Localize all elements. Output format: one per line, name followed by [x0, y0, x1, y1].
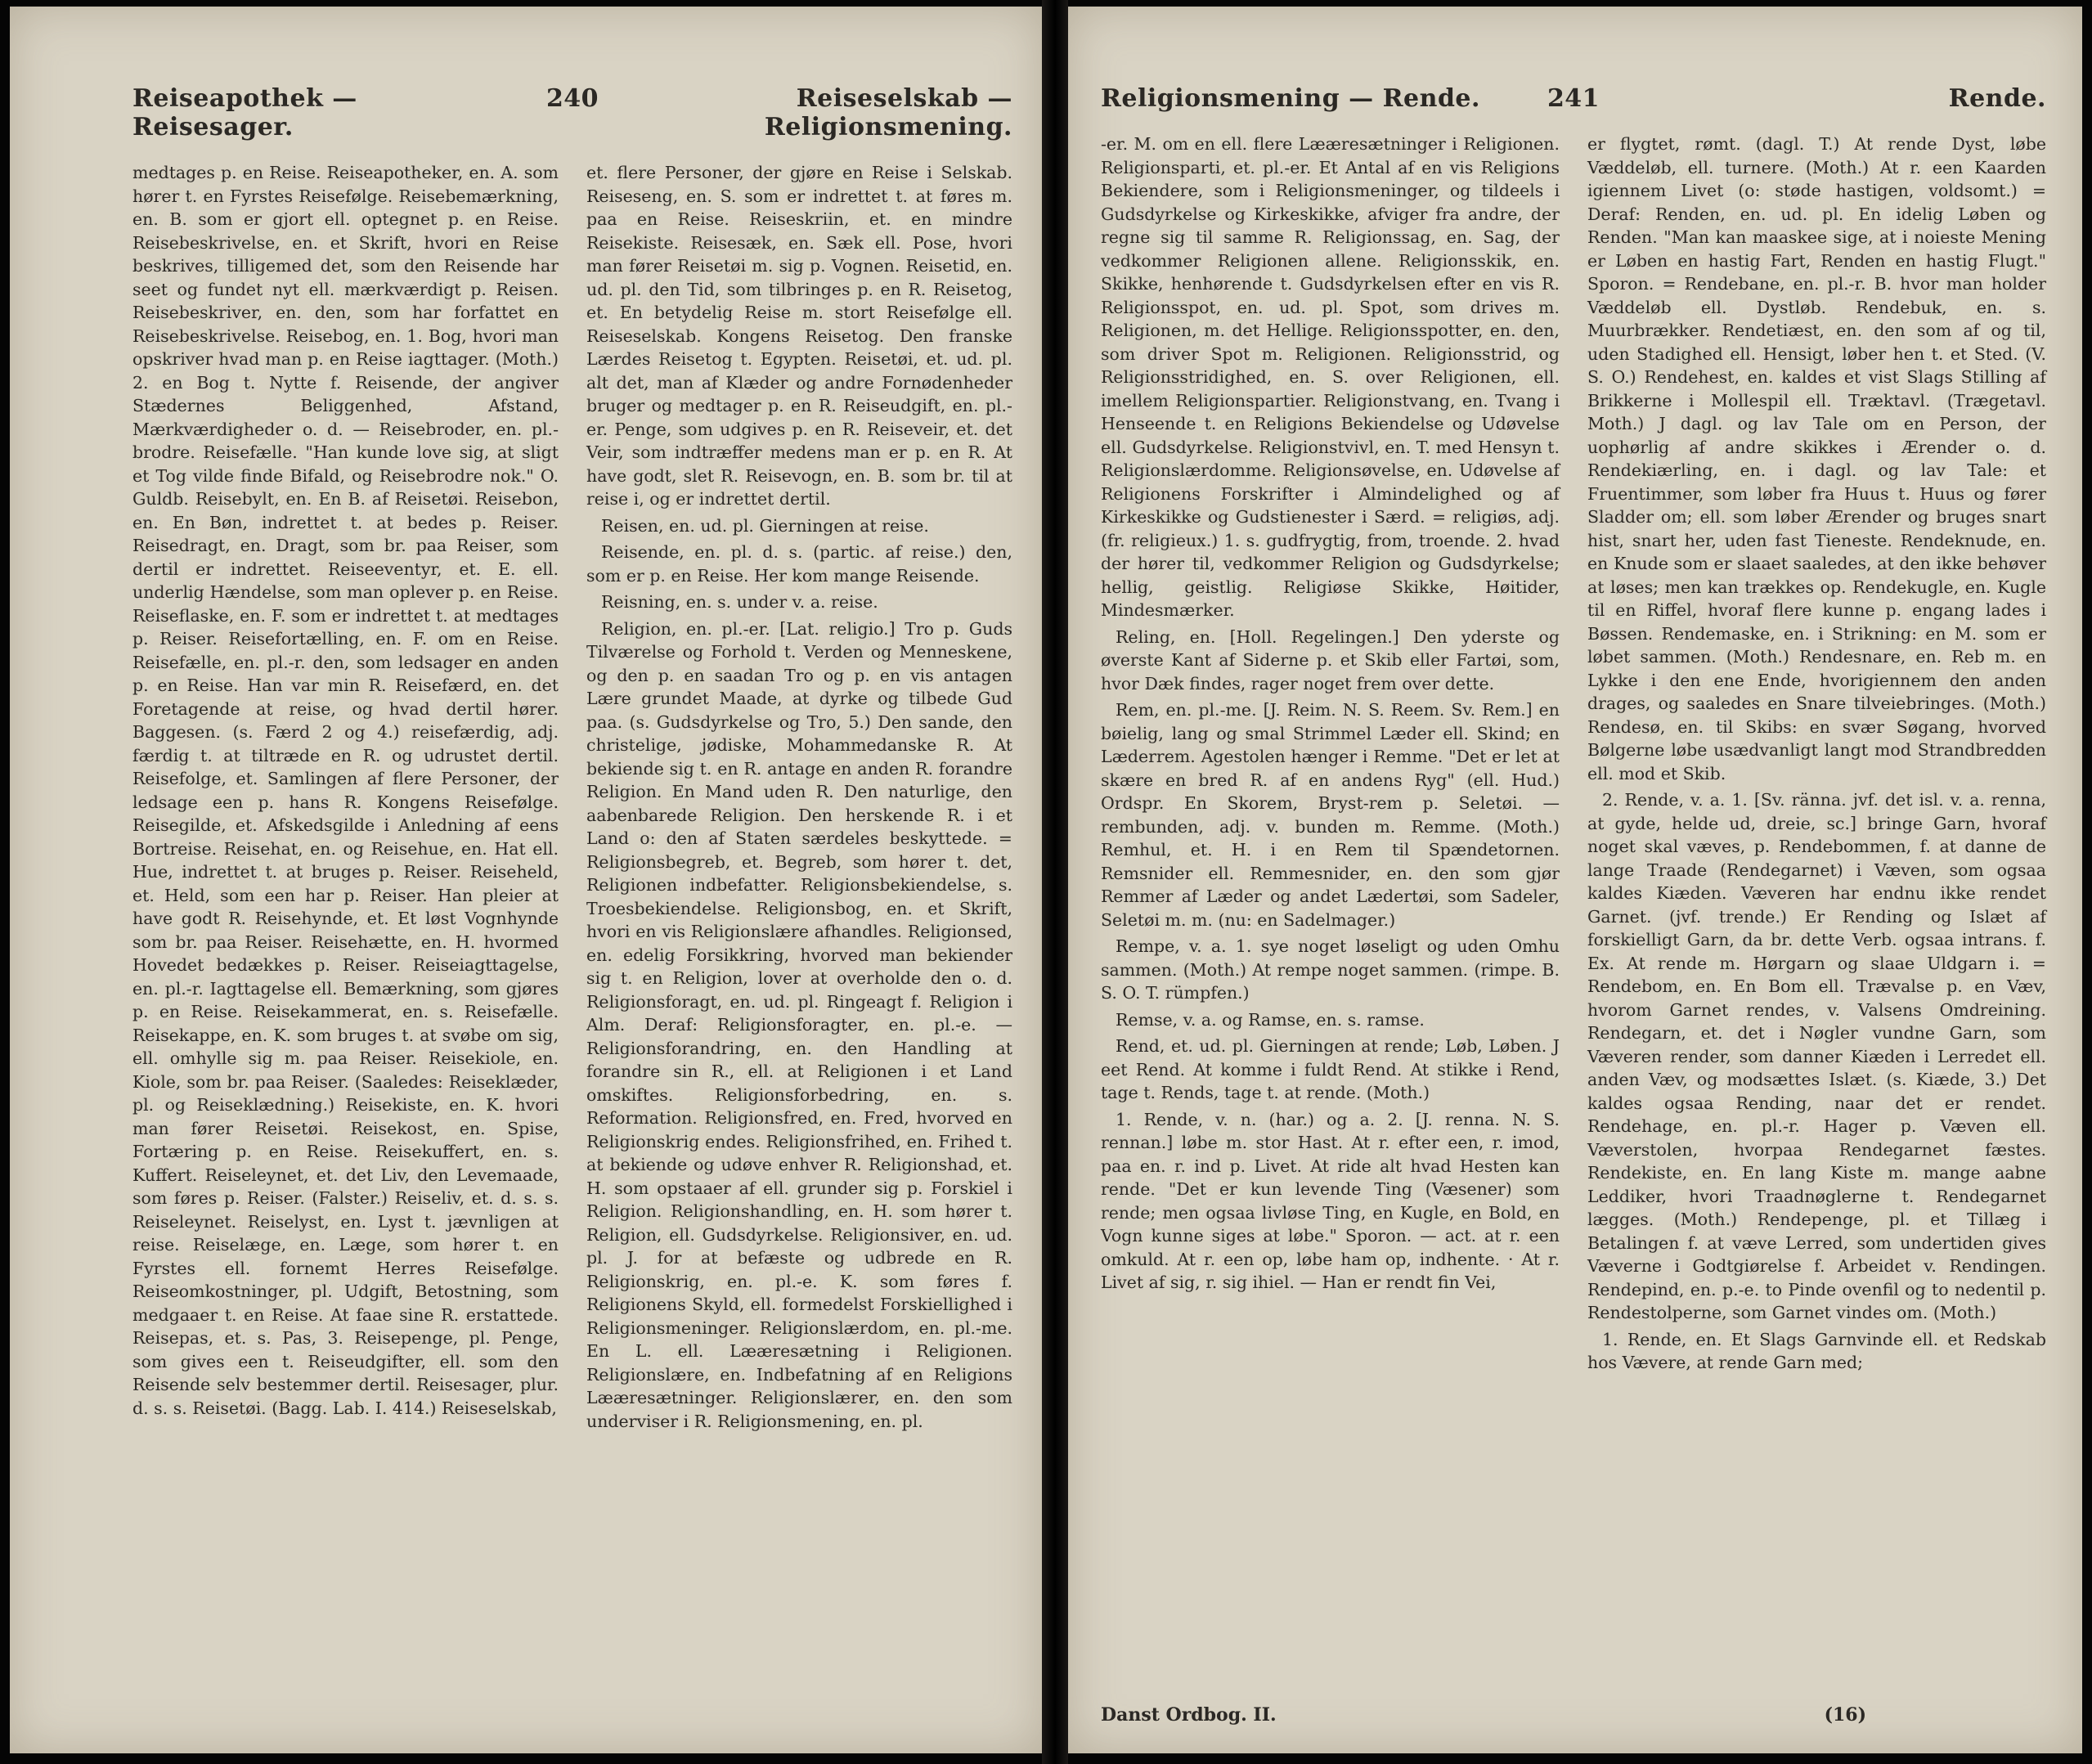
page-footer	[1101, 1704, 2046, 1726]
paragraph: 2. Rende, v. a. 1. [Sv. ränna. jvf. det isl. v. a. renna, at gyde, helde ud, dreie, sc.] bringe Garn, hvoraf noget skal væves, p. Rendebommen, f. at danne de lange Traade (Rendegarnet) i Væven, som ogsaa kaldes Kiæden. Væveren har endnu ikke rendet Garnet. (jvf. trende.) Er Rending og Islæt af forskielligt Garn, da br. dette Verb. ogsaa intrans. f. Ex. At rende m. Hørgarn og slaae Uldgarn i. = Rendebom, en. En Bom ell. Trævalse p. en Væv, hvorom Garnet rendes, v. Valsens Omdreining. Rendegarn, et. det i Nøgler vundne Garn, som Væveren render, som danner Kiæden i Lerredet ell. anden Væv, og modsættes Islæt. (s. Kiæde, 3.) Det kaldes ogsaa Rending, naar det er rendet. Rendehage, en. pl.-r. Hager p. Væven ell. Væverstolen, hvorpaa Rendegarnet fæstes. Rendekiste, en. En lang Kiste m. mange aabne Leddiker, hvori Traadnøglerne t. Rendegarnet lægges. (Moth.) Rendepenge, pl. et Tillæg i Betalingen f. at væve Lerred, som undertiden gives Væverne i Godtgiørelse f. Arbeidet v. Rendingen. Rendepind, en. p.-e. to Pinde ovenfil og to nedentil p. Rendestolperne, som Garnet vindes om. (Moth.)	[1587, 790, 2046, 1322]
paragraph: Reling, en. [Holl. Regelingen.] Den yderste og øverste Kant af Siderne p. et Skib eller Fartøi, som, hvor Dæk findes, rager noget frem over dette.	[1101, 626, 1560, 693]
header-right-guideword: Reiseselskab — Religionsmening.	[764, 84, 1012, 141]
sheet-number: (16)	[1824, 1704, 1866, 1726]
paragraph: Reisende, en. pl. d. s. (partic. af reise.) den, som er p. en Reise. Her kom mange Reisende.	[586, 542, 1012, 586]
paragraph: Remse, v. a. og Ramse, en. s. ramse.	[1116, 1009, 1425, 1030]
column-1	[132, 161, 559, 1436]
paragraph: 1. Rende, en. Et Slags Garnvinde ell. et Redskab hos Vævere, at rende Garn med;	[1587, 1329, 2046, 1372]
text-columns	[1101, 132, 2046, 1378]
running-header-left-page	[132, 84, 1012, 141]
signature-mark: Danst Ordbog. II.	[1101, 1704, 1277, 1726]
paragraph: Reisen, en. ud. pl. Gierningen at reise.	[601, 515, 929, 536]
paragraph: Religion, en. pl.-er. [Lat. religio.] Tro p. Guds Tilværelse og Forhold t. Verden og Menneskene, og den p. en saadan Tro og p. en vis antagen Lære grundet Maade, at dyrke og tilbede Gud paa. (s. Gudsdyrkelse og Tro, 5.) Den sande, den christelige, jødiske, Mohammedanske R. At bekiende sig t. en R. antage en anden R. forandre Religion. En Mand uden R. Den naturlige, den aabenbarede Religion. Den herskende R. i et Land o: den af Staten særdeles beskyttede. = Religionsbegreb, et. Begreb, som hører t. det, Religionen indbefatter. Religionsbekiendelse, s. Troesbekiendelse. Religionsbog, en. et Skrift, hvori en vis Religionslære afhandles. Religionsed, en. edelig Forsikkring, hvorved man bekiender sig t. en Religion, lover at overholde den o. d. Religionsforagt, en. ud. pl. Ringeagt f. Religion i Alm. Deraf: Religionsforagter, en. pl.-e. — Religionsforandring, en. den Handling at forandre sin R., ell. at Religionen i et Land omskiftes. Religionsforbedring, en. s. Reformation. Religionsfred, en. Fred, hvorved en Religionskrig endes. Religionsfrihed, en. Frihed t. at bekiende og udøve enhver R. Religionshad, et. H. som opstaaer af ell. grunder sig p. Forskiel i Religion. Religionshandling, en. H. som hører t. Religion, ell. Gudsdyrkelse. Religionsiver, en. ud. pl. J. for at befæste og udbrede en R. Religionskrig, en. pl.-e. K. som føres f. Religionens Skyld, ell. formedelst Forskiellighed i Religionsmeninger. Religionslærdom, en. pl.-me. En L. ell. Lææresætning i Religionen. Religionslære, en. Indbefatning af en Religions Lææresætninger. Religionslærer, en. den som underviser i R. Religionsmening, en. pl.	[586, 618, 1012, 1431]
paragraph: Rem, en. pl.-me. [J. Reim. N. S. Reem. Sv. Rem.] en bøielig, lang og smal Strimmel Læder ell. Skind; en Læderrem. Agestolen hænger i Remme. "Det er let at skære en bred R. af en andens Ryg" (ell. Hud.) Ordspr. En Skorem, Bryst-rem p. Seletøi. — rembunden, adj. v. bunden m. Remme. (Moth.) Remhul, et. H. i en Rem til Spændetornen. Remsnider ell. Remmesnider, en. den som gjør Remmer af Læder og andet Lædertøi, som Sadeler, Seletøi m. m. (nu: en Sadelmager.)	[1101, 700, 1560, 930]
running-header-right-page	[1101, 84, 2046, 113]
paragraph: medtages p. en Reise. Reiseapotheker, en. A. som hører t. en Fyrstes Reisefølge. Reisebemærkning, en. B. som er gjort ell. optegnet p. en Reise. Reisebeskrivelse, en. et Skrift, hvori en Reise beskrives, tilligemed det, som den Reisende har seet og fundet nyt ell. mærkværdigt p. Reisen. Reisebeskriver, en. den, som har forfattet en Reisebeskrivelse. Reisebog, en. 1. Bog, hvori man opskriver hvad man p. en Reise iagttager. (Moth.) 2. en Bog t. Nytte f. Reisende, der angiver Stædernes Beliggenhed, Afstand, Mærkværdigheder o. d. — Reisebroder, en. pl.-brodre. Reisefælle. "Han kunde love sig, at sligt et Tog vilde finde Bifald, og Reisebrodre nok." O. Guldb. Reisebylt, en. En B. af Reisetøi. Reisebon, en. En Bøn, indrettet t. at bedes p. Reiser. Reisedragt, en. Dragt, som br. paa Reiser, som dertil er indrettet. Reiseeventyr, et. E. ell. underlig Hændelse, som man oplever p. en Reise. Reiseflaske, en. F. som er indrettet t. at medtages p. Reiser. Reisefortælling, en. F. om en Reise. Reisefælle, en. pl.-r. den, som ledsager en anden p. en Reise. Han var min R. Reisefærd, en. det Foretagende at reise, og hvad dertil hører. Baggesen. (s. Færd 2 og 4.) reisefærdig, adj. færdig t. at tiltræde en R. og udrustet dertil. Reisefolge, et. Samlingen af flere Personer, der ledsage een p. hans R. Kongens Reisefølge. Reisegilde, et. Afskedsgilde i Anledning af eens Bortreise. Reisehat, en. og Reisehue, en. Hat ell. Hue, indrettet t. at bruges p. Reiser. Reiseheld, et. Held, som een har p. Reiser. Han pleier at have godt R. Reisehynde, et. Et løst Vognhynde som br. paa Reiser. Reisehætte, en. H. hvormed Hovedet bedækkes p. Reiser. Reiseiagttagelse, en. pl.-r. Iagttagelse ell. Bemærkning, som gjøres p. en Reise. Reisekammerat, en. s. Reisefælle. Reisekappe, en. K. som bruges t. at svøbe om sig, ell. omhylle sig m. paa Reiser. Reisekiole, en. Kiole, som br. paa Reiser. (Saaledes: Reiseklæder, pl. og Reiseklædning.) Reisekiste, en. K. hvori man fører Reisetøi. Reisekost, en. Spise, Fortæring p. en Reise. Reisekuffert, en. s. Kuffert. Reiseleynet, et. det Liv, den Levemaade, som føres p. Reiser. (Falster.) Reiseliv, et. d. s. s. Reiseleynet. Reiselyst, en. Lyst t. jævnligen at reise. Reiselæge, en. Læge, som hører t. en Fyrstes ell. fornemt Herres Reisefølge. Reiseomkostninger, pl. Udgift, Betostning, som medgaaer t. en Reise. At faae sine R. erstattede. Reisepas, et. s. Pas, 3. Reisepenge, pl. Penge, som gives een t. Reiseudgifter, ell. som den Reisende selv bestemmer dertil. Reisesager, plur. d. s. s. Reisetøi. (Bagg. Lab. I. 414.) Reiseselskab,	[132, 163, 559, 1418]
column-2	[1587, 132, 2046, 1378]
header-left-guideword: Religionsmening — Rende.	[1101, 84, 1480, 113]
paragraph: er flygtet, rømt. (dagl. T.) At rende Dyst, løbe Væddeløb, ell. turnere. (Moth.) At r. een Kaarden igiennem Livet (o: støde hastigen, voldsomt.) = Deraf: Renden, en. ud. pl. En idelig Løben og Renden. "Man kan maaskee sige, at i noieste Mening er Løben en hastig Fart, Renden en hastig Flugt." Sporon. = Rendebane, en. pl.-r. B. hvor man holder Væddeløb ell. Dystløb. Rendebuk, en. s. Muurbrækker. Rendetiæst, en. den som af og til, uden Stadighed ell. Hensigt, løber hen t. et Sted. (V. S. O.) Rendehest, en. kaldes et vist Slags Stilling af Brikkerne i Mollespil ell. Træktavl. (Trægetavl. Moth.) J dagl. og lav Tale om en Person, der uophørlig af andre skikkes i Ærender o. d. Rendekiærling, en. i dagl. og lav Tale: et Fruentimmer, som løber fra Huus t. Huus og fører Sladder om; ell. som løber Ærender og bruges snart hist, snart her, uden fast Tieneste. Rendeknude, en. en Knude som er slaaet saaledes, at den ikke behøver at løses; men kan trækkes op. Rendekugle, en. Kugle til en Riffel, hvoraf flere kunne p. engang lades i Bøssen. Rendemaske, en. i Strikning: en M. som er løbet sammen. (Moth.) Rendesnare, en. Reb m. en Lykke i den ene Ende, hvorigiennem den anden drages, og saaledes en Snare tilveiebringes. (Moth.) Rendesø, en. til Skibs: en svær Søgang, hvorved Bølgerne løbe usædvanligt langt mod Strandbredden ell. mod et Skib.	[1587, 134, 2046, 783]
paragraph: 1. Rende, v. n. (har.) og a. 2. [J. renna. N. S. rennan.] løbe m. stor Hast. At r. efter een, r. imod, paa en. r. ind p. Livet. At ride alt hvad Hesten kan rende. "Det er kun levende Ting (Væsener) som rende; men ogsaa livløse Ting, en Kugle, en Bold, en Vogn kunne siges at løbe." Sporon. — act. at r. een omkuld. At r. een op, løbe ham op, indhente. · At r. Livet af sig, r. sig ihiel. — Han er rendt fin Vei,	[1101, 1109, 1560, 1292]
paragraph: -er. M. om en ell. flere Lææresætninger i Religionen. Religionsparti, et. pl.-er. Et Antal af en vis Religions Bekiendere, som i Religionsmeninger, og tildeels i Gudsdyrkelse og Kirkeskikke, afviger fra andre, der regne sig til samme R. Religionssag, en. Sag, der vedkommer Religionen allene. Religionsskik, en. Skikke, henhørende t. Gudsdyrkelsen efter en vis R. Religionsspot, en. ud. pl. Spot, som drives m. Religionen, m. det Hellige. Religionsspotter, en. den, som driver Spot m. Religionen. Religionsstrid, og Religionsstridighed, en. S. over Religionen, ell. imellem Religionspartier. Religionstvang, en. Tvang i Henseende t. en Religions Bekiendelse og Udøvelse ell. Gudsdyrkelse. Religionstvivl, en. T. med Hensyn t. Religionslærdomme. Religionsøvelse, en. Udøvelse af Religionens Forskrifter i Almindelighed og af Kirkeskikke og Gudstienester i Særd. = religiøs, adj. (fr. religieux.) 1. s. gudfrygtig, from, troende. 2. hvad der hører til, vedkommer Religion og Gudsdyrkelse; hellig, geistlig. Religiøse Skikke, Høitider, Mindesmærker.	[1101, 134, 1560, 620]
left-page	[10, 7, 1042, 1753]
header-right-guideword: Rende.	[1948, 84, 2046, 113]
paragraph: Rempe, v. a. 1. sye noget løseligt og uden Omhu sammen. (Moth.) At rempe noget sammen. (rimpe. B. S. O. T. rümpfen.)	[1101, 936, 1560, 1003]
column-2	[586, 161, 1012, 1436]
column-1	[1101, 132, 1560, 1378]
page-number: 240	[545, 84, 599, 113]
header-left-guideword: Reiseapothek — Reisesager.	[132, 84, 357, 141]
text-columns	[132, 161, 1012, 1436]
right-page	[1068, 7, 2082, 1753]
paragraph: Rend, et. ud. pl. Gierningen at rende; Løb, Løben. J eet Rend. At komme i fuldt Rend. At stikke i Rend, tage t. Rends, tage t. at rende. (Moth.)	[1101, 1036, 1560, 1102]
paragraph: Reisning, en. s. under v. a. reise.	[601, 592, 878, 612]
page-number: 241	[1547, 84, 1600, 113]
book-gutter	[1042, 0, 1068, 1764]
paragraph: et. flere Personer, der gjøre en Reise i Selskab. Reiseseng, en. S. som er indrettet t. at føres m. paa en Reise. Reiseskriin, et. en mindre Reisekiste. Reisesæk, en. Sæk ell. Pose, hvori man fører Reisetøi m. sig p. Vognen. Reisetid, en. ud. pl. den Tid, som tilbringes p. en R. Reisetog, et. En betydelig Reise m. stort Reisefølge ell. Reiseselskab. Kongens Reisetog. Den franske Lærdes Reisetog t. Egypten. Reisetøi, et. ud. pl. alt det, man af Klæder og andre Fornødenheder bruger og medtager p. en R. Reiseudgift, en. pl.-er. Penge, som udgives p. en R. Reiseveir, et. det Veir, som indtræffer medens man er p. en R. At have godt, slet R. Reisevogn, en. B. som br. til at reise i, og er indrettet dertil.	[586, 163, 1012, 509]
